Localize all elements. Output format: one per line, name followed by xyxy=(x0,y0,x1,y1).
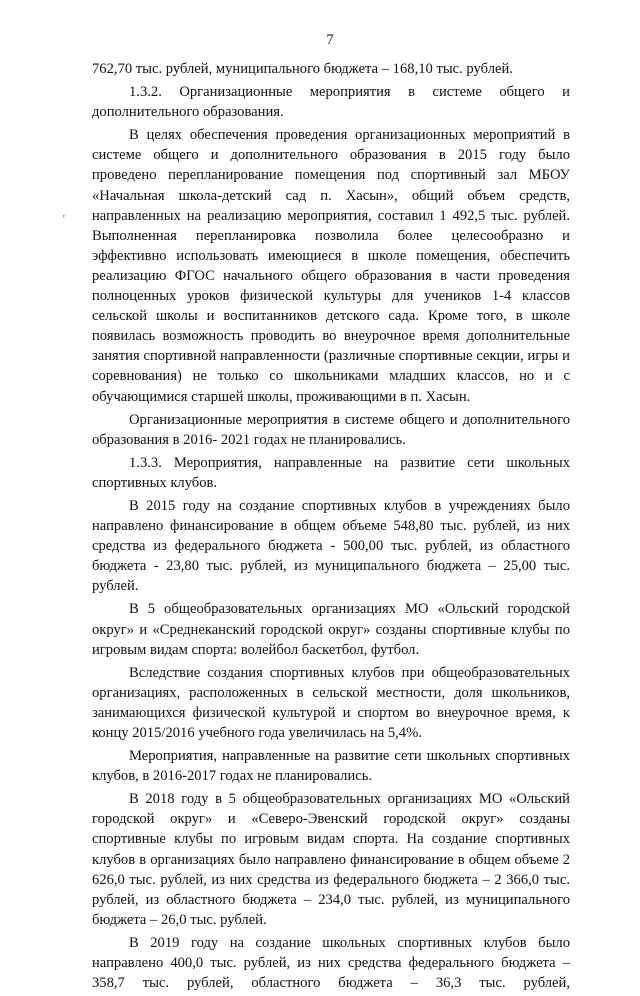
paragraph-not-planned-2016-2017: Мероприятия, направленные на развитие сети школьных спортивных клубов, в 2016-2017 годах не планировались. xyxy=(92,748,570,785)
paragraph-not-planned-2016-2021: Организационные мероприятия в системе общего и дополнительного образования в 2016- 2021 годах не планировались. xyxy=(92,411,570,448)
paragraph-gym-replanning: В целях обеспечения проведения организационных мероприятий в системе общего и дополнительного образования в 2015 году было проведено перепланирование помещения под спортивный зал МБОУ «Начальная школа-детский сад п. Хасын», общий объем средств, направленных на реализацию мероприятия, составил 1 492,5 тыс. рублей. Выполненная перепланировка позволила более целесообразно и эффективно использовать имеющиеся в школе помещения, обеспечить реализацию ФГОС начального общего образования в части проведения полноценных уроков физической культуры для учеников 1-4 классов сельской школы и воспитанников детского сада. Кроме того, в школе появилась возможность проводить во внеурочное время дополнительные занятия спортивной направленности (различные спортивные секции, игры и соревнования) не только со школьниками младших классов, но и с обучающимися старшей школы, проживающими в п. Хасын. xyxy=(92,127,570,405)
paragraph-share-increase: Вследствие создания спортивных клубов при общеобразовательных организациях, расположенных в сельской местности, доля школьников, занимающихся физической культурой и спортом во внеурочное время, к концу 2015/2016 учебного года увеличилась на 5,4%. xyxy=(92,664,570,741)
page-number: 7 xyxy=(326,32,334,48)
paragraph-2015-funding: В 2015 году на создание спортивных клубов в учреждениях было направлено финансирование в общем объеме 548,80 тыс. рублей, из них средства из федерального бюджета - 500,00 тыс. рублей, из областного бюджета - 23,80 тыс. рублей, из муниципального бюджета – 25,00 тыс. рублей. xyxy=(92,497,570,595)
paragraph-clubs-created: В 5 общеобразовательных организациях МО «Ольский городской округ» и «Среднеканский городской округ» созданы спортивные клубы по игровым видам спорта: волейбол баскетбол, футбол. xyxy=(92,601,570,658)
paragraph-2019-clubs: В 2019 году на создание школьных спортивных клубов было направлено 400,0 тыс. рублей, из них средства федерального бюджета – 358,7 тыс. рублей, областного бюджета – 36,3 тыс. рублей, xyxy=(92,934,570,992)
paragraph-2018-clubs: В 2018 году в 5 общеобразовательных организациях МО «Ольский городской округ» и «Северо-Эвенский городской округ» созданы спортивные клубы по игровым видам спорта. На создание спортивных клубов в организациях было направлено финансирование в общем объеме 2 626,0 тыс. рублей, из них средства из федерального бюджета – 2 366,0 тыс. рублей, из областного бюджета – 234,0 тыс. рублей, из муниципального бюджета – 26,0 тыс. рублей. xyxy=(92,791,570,928)
paragraph-budget-continuation: 762,70 тыс. рублей, муниципального бюджета – 168,10 тыс. рублей. xyxy=(92,61,513,77)
body-text xyxy=(92,59,570,996)
section-heading-1-3-2: 1.3.2. Организационные мероприятия в системе общего и дополнительного образования. xyxy=(92,84,570,121)
margin-mark: ' xyxy=(63,214,65,225)
section-heading-1-3-3: 1.3.3. Мероприятия, направленные на развитие сети школьных спортивных клубов. xyxy=(92,454,570,491)
